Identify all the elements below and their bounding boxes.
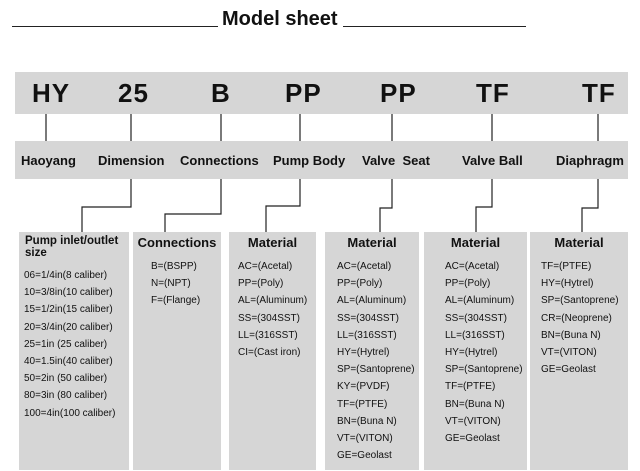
option-item: BN=(Buna N) xyxy=(337,415,397,427)
connector-valve-ball-bottom xyxy=(476,179,492,232)
option-item: 06=1/4in(8 caliber) xyxy=(24,270,108,281)
code-dimension: 25 xyxy=(118,78,149,108)
option-item: VT=(VITON) xyxy=(541,346,597,358)
option-item: LL=(316SST) xyxy=(445,329,505,341)
option-list xyxy=(530,258,628,378)
option-item: 20=3/4in(20 caliber) xyxy=(24,321,113,333)
code-brand: HY xyxy=(32,78,71,108)
option-item: SS=(304SST) xyxy=(445,312,507,324)
option-item: 10=3/8in(10 caliber) xyxy=(24,287,113,299)
label-connections: Connections xyxy=(180,153,259,168)
label-dimension: Dimension xyxy=(98,153,165,168)
column-valve-ball xyxy=(424,232,527,470)
option-item: 100=4in(100 caliber) xyxy=(24,407,116,419)
option-item: 80=3in (80 caliber) xyxy=(24,390,108,402)
connector-dimension-bottom xyxy=(82,179,131,232)
page-title: Model sheet xyxy=(222,8,338,30)
option-item: 25=1in (25 caliber) xyxy=(24,338,108,350)
option-item: VT=(VITON) xyxy=(445,415,501,427)
connector-diaphragm-bottom xyxy=(582,179,598,232)
option-item: 15=1/2in(15 caliber) xyxy=(24,304,113,316)
option-item: BN=(Buna N) xyxy=(541,329,601,341)
option-item: HY=(Hytrel) xyxy=(445,346,498,358)
option-item: AC=(Acetal) xyxy=(337,261,392,272)
option-item: SP=(Santoprene) xyxy=(337,364,415,376)
option-item: PP=(Poly) xyxy=(445,278,491,290)
code-valve-ball: TF xyxy=(476,78,510,108)
column-diaphragm xyxy=(530,232,628,470)
option-item: AL=(Aluminum) xyxy=(337,295,407,307)
option-item: GE=Geolast xyxy=(337,450,392,462)
option-item: TF=(PTFE) xyxy=(337,398,388,410)
option-item: SS=(304SST) xyxy=(238,312,300,324)
column-title: Pump inlet/outlet size xyxy=(25,235,119,259)
option-item: AC=(Acetal) xyxy=(445,261,500,272)
option-item: SS=(304SST) xyxy=(337,312,399,324)
column-title: Material xyxy=(347,235,397,250)
option-item: CI=(Cast iron) xyxy=(238,346,301,358)
option-item: F=(Flange) xyxy=(151,295,201,307)
option-item: LL=(316SST) xyxy=(337,329,397,341)
label-brand: Haoyang xyxy=(21,153,76,168)
label-valve-ball: Valve Ball xyxy=(462,153,523,168)
code-connections: B xyxy=(211,78,231,108)
option-item: SP=(Santoprene) xyxy=(445,364,523,376)
column-title: Connections xyxy=(137,235,217,250)
connector-pump-body-bottom xyxy=(266,179,300,232)
option-list xyxy=(325,258,419,464)
option-item: TF=(PTFE) xyxy=(445,381,496,393)
option-item: CR=(Neoprene) xyxy=(541,312,612,324)
option-item: LL=(316SST) xyxy=(238,329,298,341)
column-title: Material xyxy=(247,235,298,250)
code-diaphragm: TF xyxy=(582,78,616,108)
option-item: N=(NPT) xyxy=(151,278,191,290)
option-list xyxy=(19,267,129,422)
column-title: Material xyxy=(554,235,604,250)
option-item: 40=1.5in(40 caliber) xyxy=(24,355,113,367)
option-item: PP=(Poly) xyxy=(337,278,383,290)
label-valve-seat: Valve Seat xyxy=(362,153,430,168)
option-item: BN=(Buna N) xyxy=(445,398,505,410)
connector-valve-seat-bottom xyxy=(380,179,392,232)
label-diaphragm: Diaphragm xyxy=(556,153,624,168)
option-item: 50=2in (50 caliber) xyxy=(24,373,108,385)
option-item: TF=(PTFE) xyxy=(541,261,592,272)
option-list xyxy=(424,258,527,447)
option-list xyxy=(229,258,316,361)
code-valve-seat: PP xyxy=(380,78,417,108)
option-item: SP=(Santoprene) xyxy=(541,295,619,307)
option-item: B=(BSPP) xyxy=(151,261,197,272)
option-item: HY=(Hytrel) xyxy=(541,278,594,290)
column-valve-seat xyxy=(325,232,419,470)
column-pump-body xyxy=(229,232,316,470)
option-item: KY=(PVDF) xyxy=(337,381,390,393)
option-list xyxy=(133,258,221,310)
option-item: AL=(Aluminum) xyxy=(445,295,515,307)
code-pump-body: PP xyxy=(285,78,322,108)
option-item: AC=(Acetal) xyxy=(238,261,293,272)
option-item: VT=(VITON) xyxy=(337,432,393,444)
label-pump-body: Pump Body xyxy=(273,153,346,168)
column-connections xyxy=(133,232,221,470)
connector-connections-bottom xyxy=(165,179,221,232)
column-title: Material xyxy=(450,235,501,250)
option-item: HY=(Hytrel) xyxy=(337,346,390,358)
option-item: GE=Geolast xyxy=(541,364,596,376)
option-item: PP=(Poly) xyxy=(238,278,284,290)
column-dimension xyxy=(19,232,129,470)
option-item: AL=(Aluminum) xyxy=(238,295,308,307)
option-item: GE=Geolast xyxy=(445,432,500,444)
